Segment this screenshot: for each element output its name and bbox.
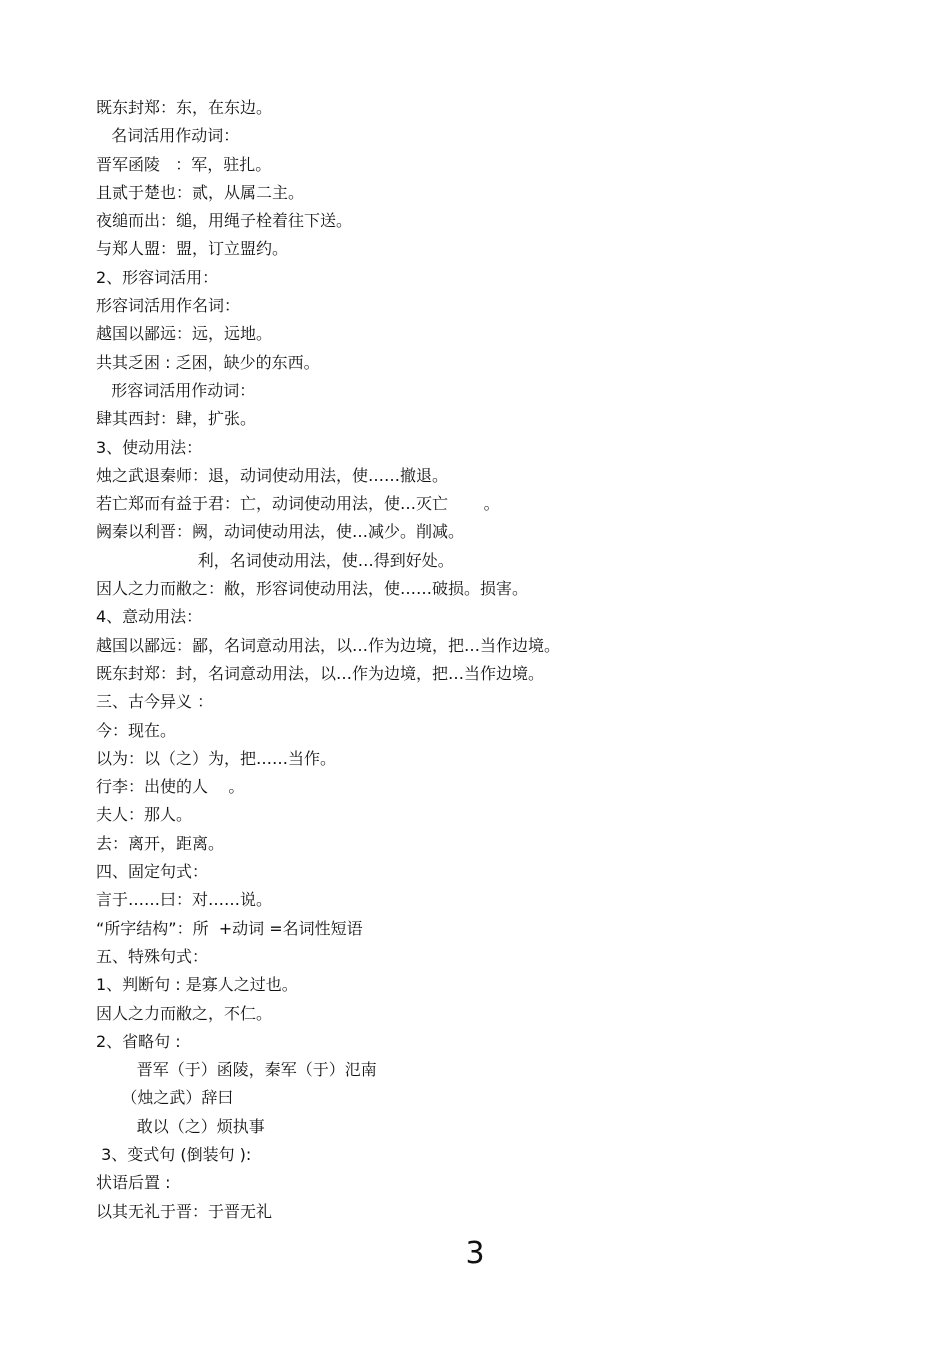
section-heading: 2、形容词活用： — [96, 267, 219, 287]
text-line: 利，名词使动用法，使…得到好处。 — [96, 550, 454, 570]
text-line: 行李：出使的人 。 — [96, 777, 245, 797]
text-line: 夜缒而出：缒，用绳子栓着往下送。 — [96, 211, 353, 231]
text-line: 夫人：那人。 — [96, 805, 193, 825]
text-line: 形容词活用作动词： — [96, 380, 256, 400]
text-line: 越国以鄙远：远，远地。 — [96, 324, 273, 344]
text-line: 2、省略句 : — [96, 1031, 181, 1051]
text-line: 因人之力而敝之，不仁。 — [96, 1003, 273, 1023]
text-line: （烛之武）辞曰 — [96, 1088, 234, 1108]
section-heading: 4、意动用法： — [96, 607, 203, 627]
text-line: 形容词活用作名词： — [96, 296, 241, 316]
text-line: 既东封郑：封，名词意动用法，以…作为边境，把…当作边境。 — [96, 663, 545, 683]
text-line: 状语后置 : — [96, 1173, 171, 1193]
text-line: 1、判断句 : 是寡人之过也。 — [96, 975, 298, 995]
text-line: “所字结构”：所 +动词 =名词性短语 — [96, 918, 363, 938]
text-line: 以其无礼于晋：于晋无礼 — [96, 1201, 273, 1221]
section-heading: 四、固定句式： — [96, 862, 209, 882]
text-line: 以为：以（之）为，把……当作。 — [96, 748, 337, 768]
text-line: 因人之力而敝之：敝，形容词使动用法，使……破损。损害。 — [96, 579, 529, 599]
document-body — [96, 94, 896, 1226]
section-heading: 三、古今异义 ： — [96, 692, 214, 712]
text-line: 晋军（于）函陵，秦军（于）氾南 — [96, 1060, 377, 1080]
text-line: 越国以鄙远：鄙，名词意动用法，以…作为边境，把…当作边境。 — [96, 635, 561, 655]
text-line: 既东封郑：东，在东边。 — [96, 98, 273, 117]
text-line: 3、变式句 (倒装句 ): — [96, 1144, 252, 1164]
page-number: 3 — [465, 1236, 485, 1271]
text-line: 共其乏困 : 乏困，缺少的东西。 — [96, 352, 320, 372]
text-line: 若亡郑而有益于君：亡，动词使动用法，使…灭亡 。 — [96, 494, 500, 514]
text-line: 晋军函陵 ：军，驻扎。 — [96, 154, 272, 174]
text-line: 且贰于楚也：贰，从属二主。 — [96, 182, 305, 202]
text-line: 名词活用作动词： — [96, 126, 240, 146]
text-line: 与郑人盟：盟，订立盟约。 — [96, 239, 289, 259]
text-line: 言于……曰：对……说。 — [96, 890, 273, 910]
text-line: 烛之武退秦师：退，动词使动用法，使……撤退。 — [96, 465, 449, 485]
text-line: 阙秦以利晋：阙，动词使动用法，使…减少。削减。 — [96, 522, 465, 542]
section-heading: 五、特殊句式： — [96, 946, 209, 966]
section-heading: 3、使动用法： — [96, 437, 203, 457]
text-line: 去：离开，距离。 — [96, 833, 225, 853]
text-line: 肆其西封：肆，扩张。 — [96, 409, 257, 429]
text-line: 今：现在。 — [96, 720, 177, 740]
text-line: 敢以（之）烦执事 — [96, 1116, 265, 1136]
